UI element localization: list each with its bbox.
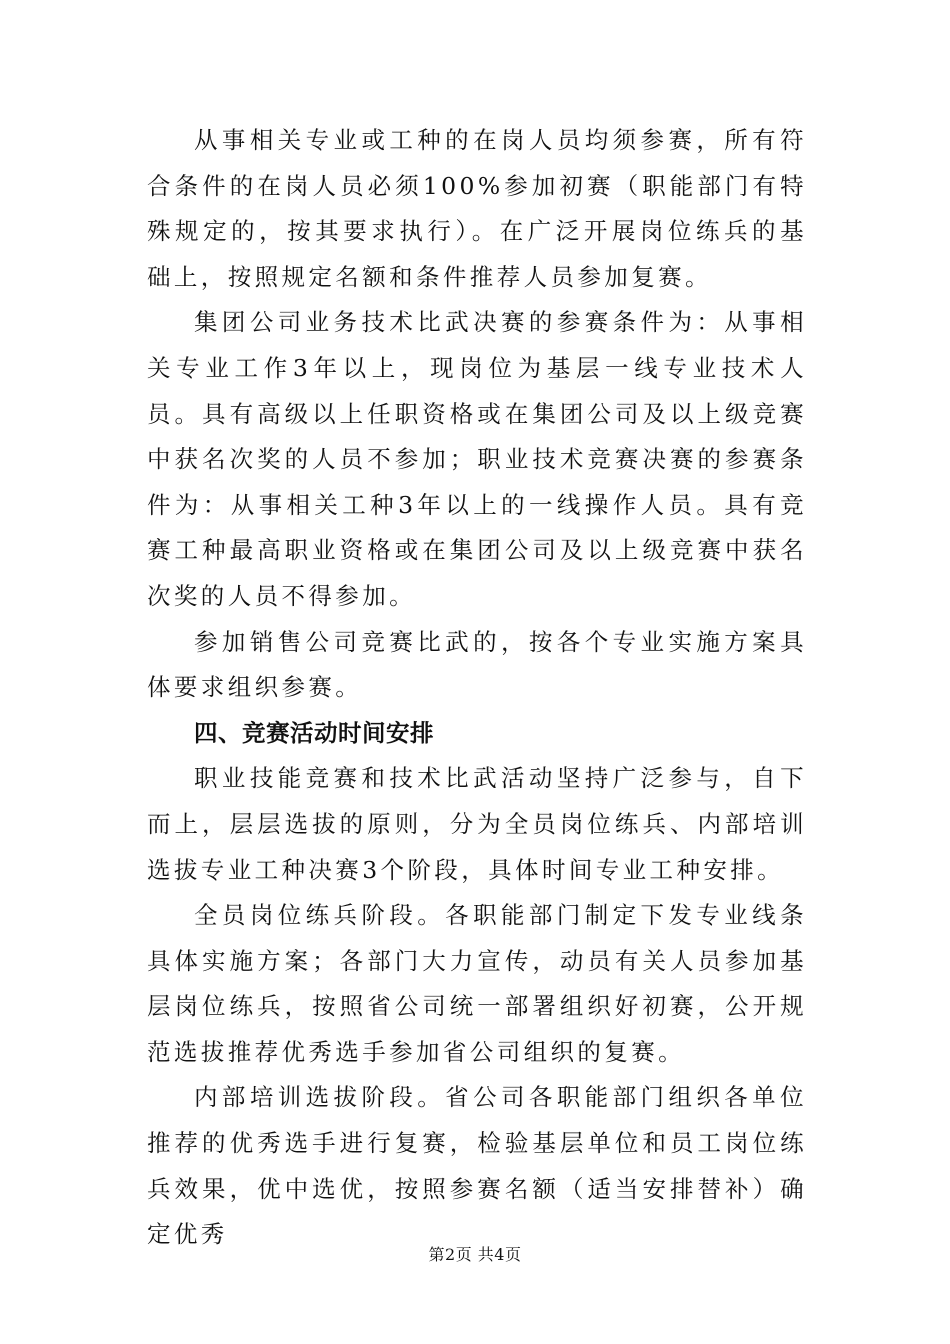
paragraph-competition-principles: 职业技能竞赛和技术比武活动坚持广泛参与，自下而上，层层选拔的原则，分为全员岗位练兵、内部培训选拔专业工种决赛3个阶段，具体时间专业工种安排。 (147, 764, 807, 884)
paragraph-final-eligibility: 集团公司业务技术比武决赛的参赛条件为：从事相关专业工作3年以上，现岗位为基层一线专业技术人员。具有高级以上任职资格或在集团公司及以上级竞赛中获名次奖的人员不参加；职业技术竞赛决赛的参赛条件为：从事相关工种3年以上的一线操作人员。具有竞赛工种最高职业资格或在集团公司及以上级竞赛中获名次奖的人员不得参加。 (147, 308, 807, 610)
paragraph-training-stage: 全员岗位练兵阶段。各职能部门制定下发专业线条具体实施方案；各部门大力宣传，动员有关人员参加基层岗位练兵，按照省公司统一部署组织好初赛，公开规范选拔推荐优秀选手参加省公司组织的复赛。 (147, 901, 807, 1066)
page-number-footer: 第2页 共4页 (428, 1245, 522, 1264)
paragraph-sales-company-competition: 参加销售公司竞赛比武的，按各个专业实施方案具体要求组织参赛。 (147, 627, 807, 702)
paragraph-participation-requirements: 从事相关专业或工种的在岗人员均须参赛，所有符合条件的在岗人员必须100%参加初赛（职能部门有特殊规定的，按其要求执行）。在广泛开展岗位练兵的基础上，按照规定名额和条件推荐人员参加复赛。 (147, 126, 807, 291)
paragraph-selection-stage: 内部培训选拔阶段。省公司各职能部门组织各单位推荐的优秀选手进行复赛，检验基层单位和员工岗位练兵效果，优中选优，按照参赛名额（适当安排替补）确定优秀 (147, 1083, 807, 1249)
section-heading-schedule: 四、竞赛活动时间安排 (194, 718, 434, 747)
document-body (147, 118, 807, 1258)
